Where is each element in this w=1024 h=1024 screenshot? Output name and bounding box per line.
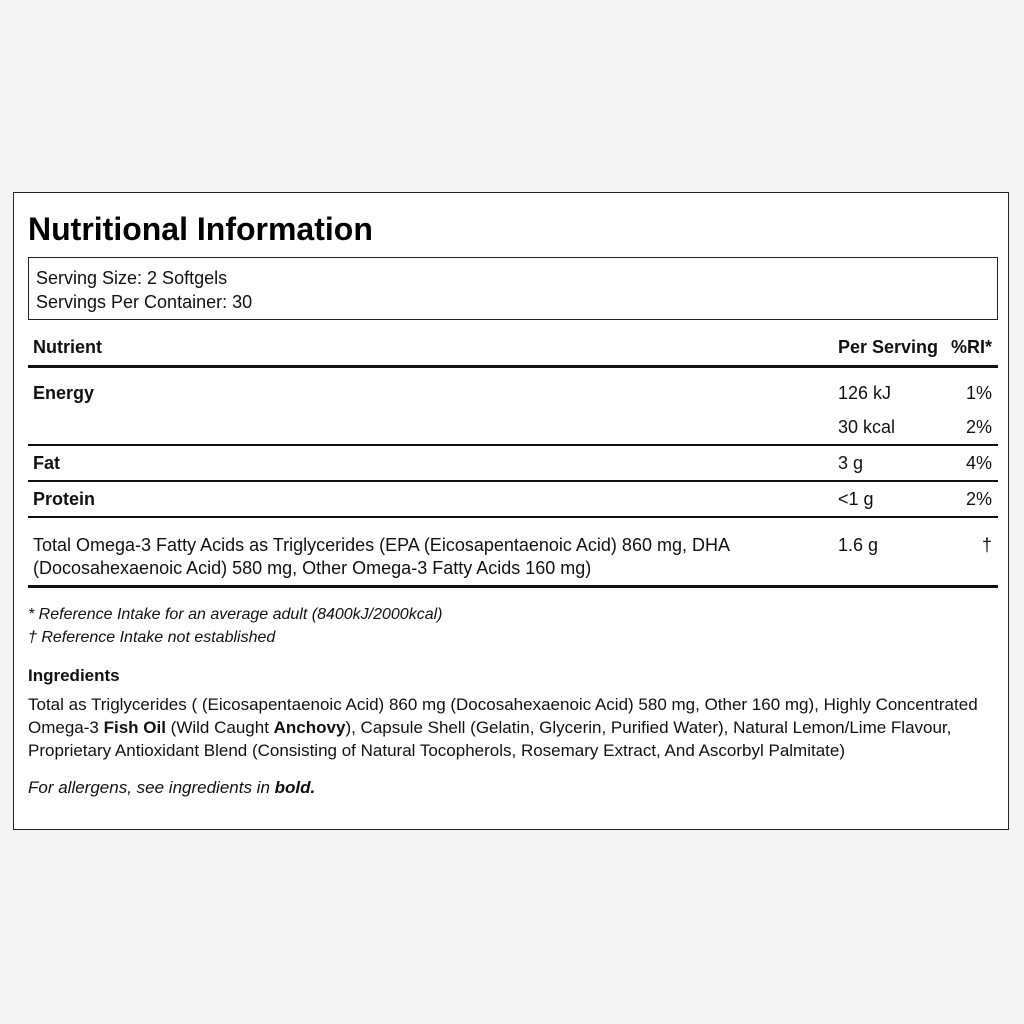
row-divider: [28, 516, 998, 518]
servings-per-container: Servings Per Container: 30: [36, 292, 253, 312]
serving-info-box: [28, 257, 998, 320]
ingredient-fish-oil: Fish Oil: [103, 718, 166, 737]
nutrition-panel: [13, 192, 1009, 830]
omega3-line-2: (Docosahexaenoic Acid) 580 mg, Other Omega-3 Fatty Acids 160 mg): [33, 558, 592, 578]
table-bottom-divider: [28, 585, 998, 588]
nutrient-fat: Fat: [33, 453, 60, 473]
serving-size: Serving Size: 2 Softgels: [36, 268, 228, 288]
header-per-serving: Per Serving: [838, 337, 939, 357]
energy-kcal-ri: 2%: [965, 417, 992, 437]
allergen-text: For allergens, see ingredients in: [28, 778, 275, 797]
header-nutrient: Nutrient: [33, 337, 102, 357]
energy-kj-ri: 1%: [965, 383, 992, 403]
ingredients-part-1: Total as Triglycerides ( (Eicosapentaenoic Acid) 860 mg (Docosahexaenoic Acid) 580 mg, Other 160 mg), Highly Concentrated Omega-3: [28, 695, 978, 737]
header-divider: [28, 365, 998, 368]
ri-footnote: * Reference Intake for an average adult (8400kJ/2000kcal): [28, 606, 443, 623]
ingredients-heading: Ingredients: [28, 666, 120, 685]
energy-kcal-value: 30 kcal: [838, 417, 896, 437]
page-title: Nutritional Information: [28, 211, 373, 247]
fat-ri: 4%: [965, 453, 992, 473]
ingredient-anchovy: Anchovy: [273, 718, 346, 737]
nutrient-protein: Protein: [33, 489, 96, 509]
omega3-line-1: Total Omega-3 Fatty Acids as Triglycerides (EPA (Eicosapentaenoic Acid) 860 mg, DHA: [33, 535, 730, 555]
dagger-footnote: † Reference Intake not established: [28, 629, 276, 646]
nutrient-omega3: [33, 534, 823, 580]
header-ri: %RI*: [950, 337, 992, 357]
nutrient-energy: Energy: [33, 383, 95, 403]
ingredients-part-2: (Wild Caught: [165, 718, 274, 737]
omega3-value: 1.6 g: [838, 535, 879, 555]
allergen-bold: bold.: [274, 778, 316, 797]
row-divider: [28, 444, 998, 446]
ingredients-text: [28, 693, 1003, 762]
energy-kj-value: 126 kJ: [838, 383, 892, 403]
omega3-ri: †: [981, 535, 992, 555]
ingredients-part-3: ), Capsule Shell (Gelatin, Glycerin, Purified Water), Natural Lemon/Lime Flavour, Proprietary Antioxidant Blend (Consisting of Natural Tocopherols, Rosemary Extract, And Ascorbyl Palmitate): [28, 718, 952, 760]
protein-value: <1 g: [838, 489, 874, 509]
row-divider: [28, 480, 998, 482]
fat-value: 3 g: [838, 453, 864, 473]
allergen-note: [28, 778, 315, 798]
protein-ri: 2%: [965, 489, 992, 509]
